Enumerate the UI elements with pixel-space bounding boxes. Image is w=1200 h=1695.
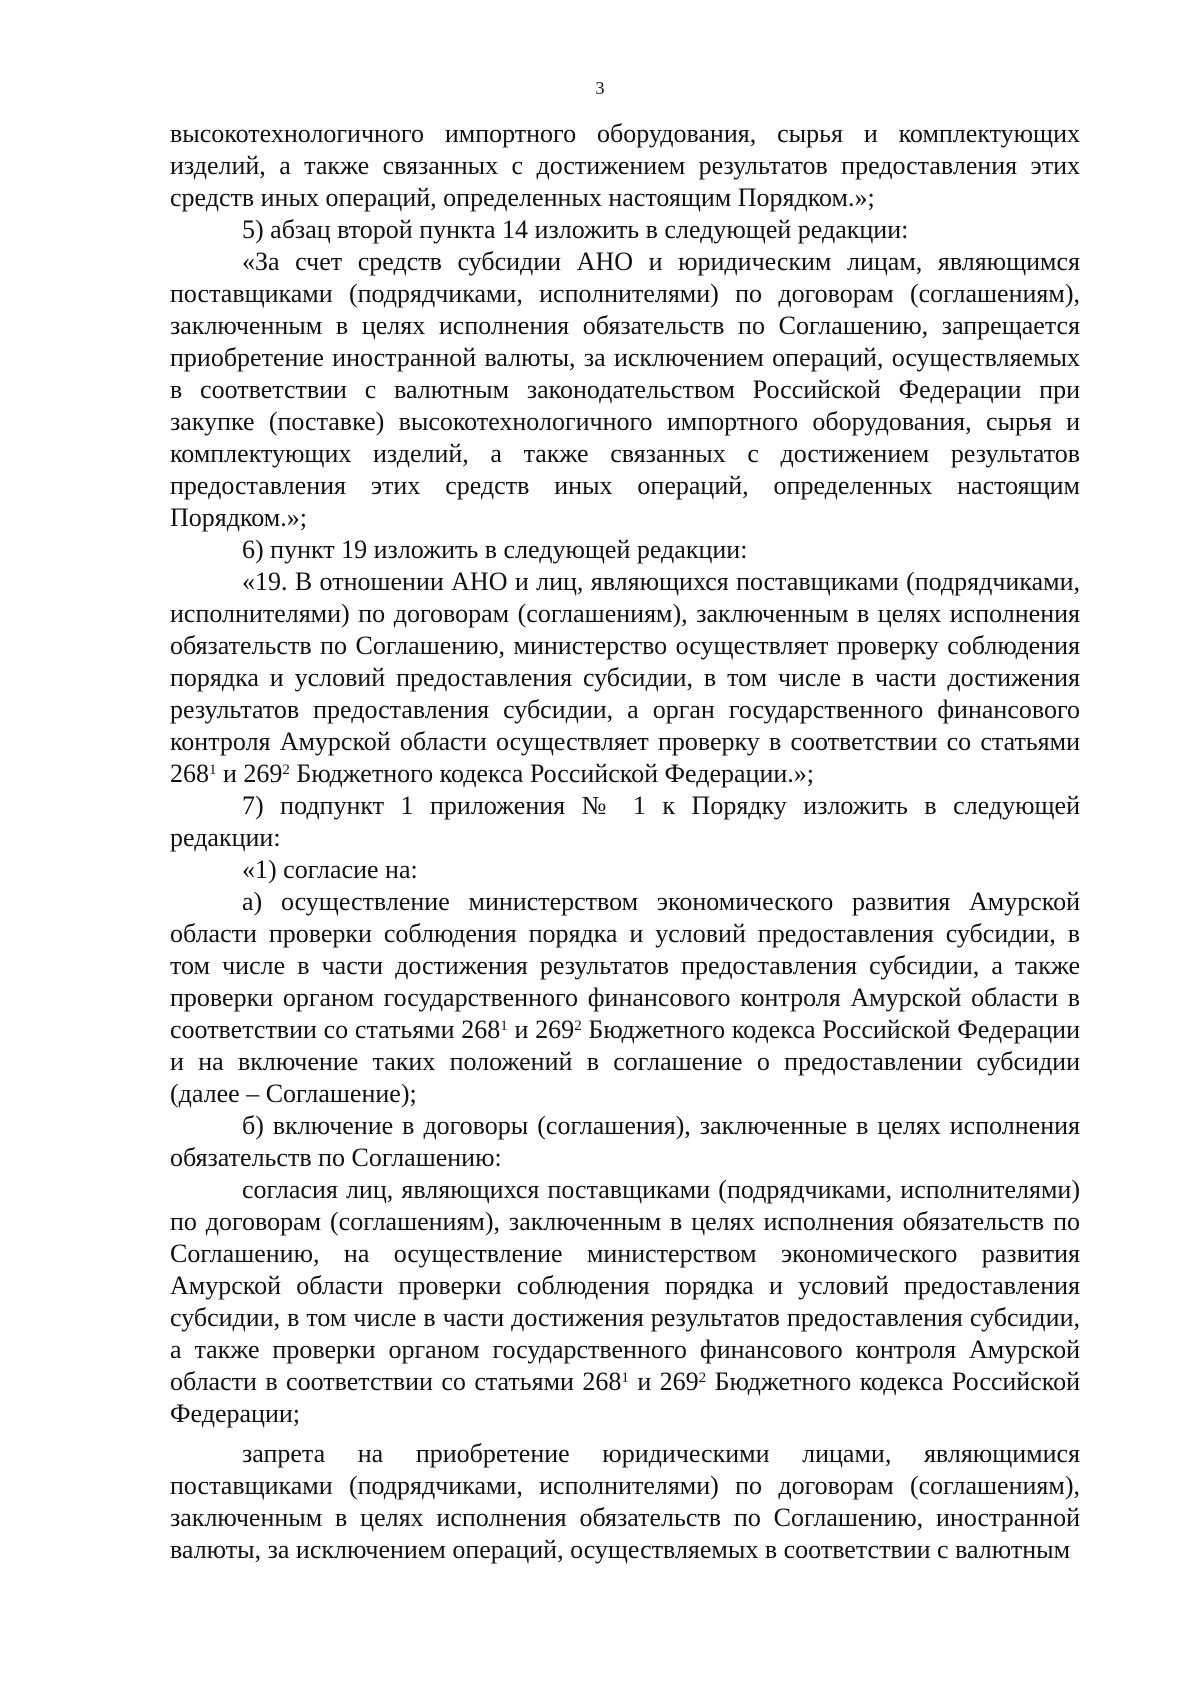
paragraph-quoted-clause-19	[170, 566, 1080, 790]
text-segment: и 269	[628, 1367, 699, 1396]
paragraph-continuation: высокотехнологичного импортного оборудования, сырья и комплектующих изделий, а также связанных с достижением результатов предоставления этих средств иных операций, определенных настоящим Порядком.»;	[170, 119, 1080, 212]
paragraph-subitem-a	[170, 886, 1080, 1110]
paragraph-consent-heading: «1) согласие на:	[242, 855, 418, 884]
superscript: 1	[209, 761, 217, 778]
document-body	[170, 118, 1080, 1566]
paragraph-item-7: 7) подпункт 1 приложения № 1 к Порядку изложить в следующей редакции:	[170, 791, 1080, 852]
superscript: 1	[621, 1369, 629, 1386]
paragraph-currency-prohibition: запрета на приобретение юридическими лицами, являющимися поставщиками (подрядчиками, исполнителями) по договорам (соглашениям), заключенным в целях исполнения обязательств по Соглашению, иностранной валюты, за исключением операций, осуществляемых в соответствии с валютным	[170, 1439, 1080, 1564]
text-segment: согласия лиц, являющихся поставщиками (подрядчиками, исполнителями) по договорам (соглашениям), заключенным в целях исполнения обязательств по Соглашению, на осуществление министерством экономического развития Амурской области проверки соблюдения порядка и условий предоставления субсидии, в том числе в части достижения результатов предоставления субсидии, а также проверки органом государственного финансового контроля Амурской области в соответствии со статьями 268	[170, 1175, 1080, 1396]
page-number: 3	[595, 78, 605, 98]
text-segment: Бюджетного кодекса Российской Федерации.»;	[289, 759, 814, 788]
superscript: 2	[282, 761, 290, 778]
superscript: 1	[500, 1017, 508, 1034]
paragraph-item-6: 6) пункт 19 изложить в следующей редакции:	[242, 535, 748, 564]
text-segment: Бюджетного кодекса Российской Федерации и на включение таких положений в соглашение о предоставлении субсидии (далее – Соглашение);	[170, 1015, 1080, 1108]
text-segment: и 269	[216, 759, 283, 788]
paragraph-subitem-b: б) включение в договоры (соглашения), заключенные в целях исполнения обязательств по Соглашению:	[170, 1111, 1080, 1172]
superscript: 2	[698, 1369, 707, 1386]
paragraph-quoted-clause-14: «За счет средств субсидии АНО и юридическим лицам, являющимся поставщиками (подрядчиками, исполнителями) по договорам (соглашениям), заключенным в целях исполнения обязательств по Соглашению, запрещается приобретение иностранной валюты, за исключением операций, осуществляемых в соответствии с валютным законодательством Российской Федерации при закупке (поставке) высокотехнологичного импортного оборудования, сырья и комплектующих изделий, а также связанных с достижением результатов предоставления этих средств иных операций, определенных настоящим Порядком.»;	[170, 247, 1080, 532]
text-segment: и 269	[507, 1015, 575, 1044]
paragraph-consent-of-suppliers	[170, 1174, 1080, 1430]
superscript: 2	[574, 1017, 582, 1034]
text-segment: «19. В отношении АНО и лиц, являющихся поставщиками (подрядчиками, исполнителями) по договорам (соглашениям), заключенным в целях исполнения обязательств по Соглашению, министерство осуществляет проверку соблюдения порядка и условий предоставления субсидии, в том числе в части достижения результатов предоставления субсидии, а орган государственного финансового контроля Амурской области осуществляет проверку в соответствии со статьями 268	[170, 567, 1080, 788]
paragraph-item-5: 5) абзац второй пункта 14 изложить в следующей редакции:	[242, 215, 909, 244]
text-segment: а) осуществление министерством экономического развития Амурской области проверки соблюдения порядка и условий предоставления субсидии, в том числе в части достижения результатов предоставления субсидии, а также проверки органом государственного финансового контроля Амурской области в соответствии со статьями 268	[170, 887, 1080, 1044]
text-segment: Бюджетного кодекса Российской Федерации;	[170, 1367, 1080, 1428]
